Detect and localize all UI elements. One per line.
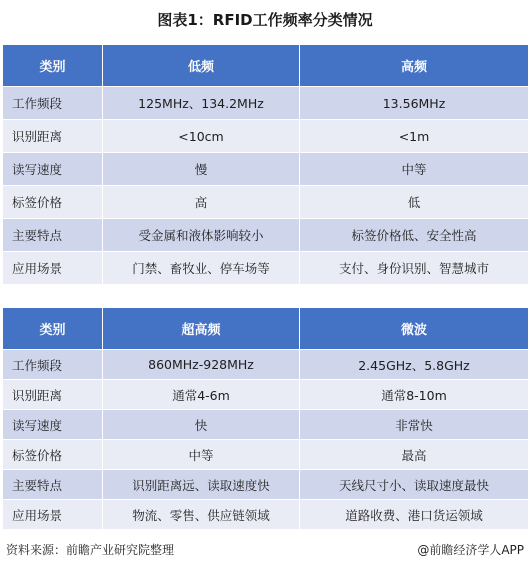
row-label: 读写速度	[3, 410, 103, 440]
rfid-table-low-high	[2, 44, 529, 285]
cell-microwave: 非常快	[300, 410, 529, 440]
cell-low-frequency: 高	[103, 186, 300, 219]
table-row	[3, 350, 529, 380]
row-label: 工作频段	[3, 87, 103, 120]
table-row	[3, 410, 529, 440]
header-low-frequency: 低频	[103, 45, 300, 87]
cell-ultra-high-frequency: 识别距离远、读取速度快	[103, 470, 300, 500]
cell-ultra-high-frequency: 物流、零售、供应链领域	[103, 500, 300, 530]
publisher-credit: @前瞻经济学人APP	[417, 543, 524, 557]
row-label: 主要特点	[3, 470, 103, 500]
table-title: 图表1：RFID工作频率分类情况	[157, 11, 373, 29]
cell-high-frequency: 13.56MHz	[300, 87, 529, 120]
table-row	[3, 440, 529, 470]
cell-low-frequency: <10cm	[103, 120, 300, 153]
row-label: 标签价格	[3, 186, 103, 219]
table-row	[3, 500, 529, 530]
header-microwave: 微波	[300, 308, 529, 350]
table-row	[3, 470, 529, 500]
header-category: 类别	[3, 45, 103, 87]
header-high-frequency: 高频	[300, 45, 529, 87]
table-row	[3, 186, 529, 219]
cell-microwave: 天线尺寸小、读取速度最快	[300, 470, 529, 500]
cell-microwave: 通常8-10m	[300, 380, 529, 410]
table-row	[3, 87, 529, 120]
cell-ultra-high-frequency: 中等	[103, 440, 300, 470]
row-label: 工作频段	[3, 350, 103, 380]
table-row	[3, 120, 529, 153]
row-label: 标签价格	[3, 440, 103, 470]
row-label: 读写速度	[3, 153, 103, 186]
cell-ultra-high-frequency: 860MHz-928MHz	[103, 350, 300, 380]
table-row	[3, 380, 529, 410]
row-label: 识别距离	[3, 120, 103, 153]
cell-high-frequency: 支付、身份识别、智慧城市	[300, 252, 529, 285]
table-header-row	[3, 308, 529, 350]
table-row	[3, 252, 529, 285]
table-row	[3, 219, 529, 252]
cell-high-frequency: <1m	[300, 120, 529, 153]
row-label: 识别距离	[3, 380, 103, 410]
cell-high-frequency: 低	[300, 186, 529, 219]
rfid-table-uhf-microwave	[2, 307, 529, 530]
header-ultra-high-frequency: 超高频	[103, 308, 300, 350]
cell-low-frequency: 受金属和液体影响较小	[103, 219, 300, 252]
cell-low-frequency: 慢	[103, 153, 300, 186]
cell-microwave: 道路收费、港口货运领域	[300, 500, 529, 530]
row-label: 主要特点	[3, 219, 103, 252]
row-label: 应用场景	[3, 252, 103, 285]
cell-low-frequency: 门禁、畜牧业、停车场等	[103, 252, 300, 285]
cell-high-frequency: 标签价格低、安全性高	[300, 219, 529, 252]
header-category: 类别	[3, 308, 103, 350]
cell-low-frequency: 125MHz、134.2MHz	[103, 87, 300, 120]
cell-ultra-high-frequency: 快	[103, 410, 300, 440]
cell-microwave: 2.45GHz、5.8GHz	[300, 350, 529, 380]
cell-high-frequency: 中等	[300, 153, 529, 186]
cell-microwave: 最高	[300, 440, 529, 470]
source-note: 资料来源：前瞻产业研究院整理	[6, 543, 175, 557]
table-row	[3, 153, 529, 186]
row-label: 应用场景	[3, 500, 103, 530]
cell-ultra-high-frequency: 通常4-6m	[103, 380, 300, 410]
table-header-row	[3, 45, 529, 87]
